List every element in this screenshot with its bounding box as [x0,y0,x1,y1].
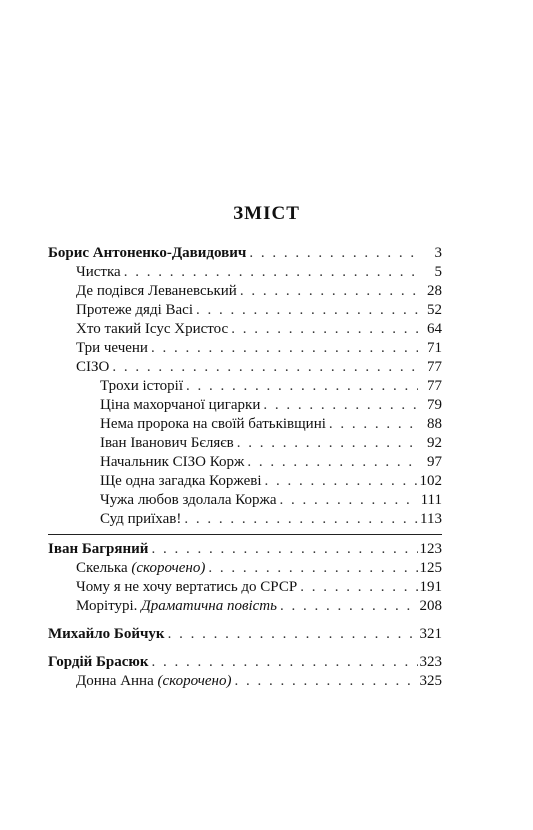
entry-title: Хто такий Ісус Христос [76,321,229,337]
toc-author-entry[interactable] [0,244,533,263]
dot-leader [168,625,418,644]
toc-subentry[interactable] [0,377,533,396]
page-number: 97 [427,454,442,470]
entry-note: Драматична повість [141,598,277,614]
dot-leader [196,301,418,320]
page-number: 125 [419,560,442,576]
author-name: Михайло Бойчук [48,626,165,642]
dot-leader [112,358,418,377]
section-gap [0,616,533,625]
entry-title: Де подівся Леваневський [76,283,237,299]
toc-entry[interactable] [0,263,533,282]
dot-leader [231,320,418,339]
toc-subentry[interactable] [0,472,533,491]
page-number: 28 [427,283,442,299]
page-number: 77 [427,359,442,375]
entry-note: (скорочено) [131,560,206,576]
dot-leader [265,472,418,491]
page-number: 79 [427,397,442,413]
entry-title: СІЗО [76,359,110,375]
entry-title: Трохи історії [100,378,184,394]
entry-title: Морітурі. Драматична повість [76,598,277,614]
entry-title: Три чечени [76,340,148,356]
dot-leader [237,434,418,453]
toc-subentry[interactable] [0,491,533,510]
page-number: 102 [419,473,442,489]
dot-leader [186,377,418,396]
entry-title: Чужа любов здолала Коржа [100,492,277,508]
entry-title: Донна Анна (скорочено) [76,673,232,689]
page-number: 3 [434,245,442,261]
toc-entry[interactable] [0,597,533,616]
page-number: 325 [419,673,442,689]
dot-leader [280,597,418,616]
page-number: 52 [427,302,442,318]
entry-title: Нема пророка на своїй батьківщині [100,416,326,432]
toc-entry[interactable] [0,559,533,578]
section-divider [48,534,442,535]
page-number: 323 [419,654,442,670]
entry-title: Ціна махорчаної цигарки [100,397,261,413]
dot-leader [124,263,418,282]
toc-entry[interactable] [0,320,533,339]
entry-title: Чистка [76,264,121,280]
page-number: 191 [419,579,442,595]
page-number: 77 [427,378,442,394]
dot-leader [184,510,418,529]
page-number: 88 [427,416,442,432]
entry-title: Ще одна загадка Коржеві [100,473,262,489]
entry-title: Начальник СІЗО Корж [100,454,245,470]
toc-subentry[interactable] [0,415,533,434]
page-title: ЗМІСТ [233,203,300,224]
toc-subentry[interactable] [0,434,533,453]
toc-entry[interactable] [0,672,533,691]
author-name: Гордій Брасюк [48,654,149,670]
page-number: 64 [427,321,442,337]
dot-leader [151,339,418,358]
toc-author-entry[interactable] [0,625,533,644]
author-name: Іван Багряний [48,541,149,557]
dot-leader [263,396,418,415]
toc-author-entry[interactable] [0,540,533,559]
dot-leader [300,578,417,597]
dot-leader [152,653,418,672]
section-gap [0,644,533,653]
toc-subentry[interactable] [0,396,533,415]
toc-entry[interactable] [0,358,533,377]
dot-leader [234,672,417,691]
table-of-contents [0,244,533,691]
toc-entry[interactable] [0,339,533,358]
toc-subentry[interactable] [0,453,533,472]
entry-title: Суд приїхав! [100,511,182,527]
dot-leader [247,453,418,472]
page-number: 113 [420,511,442,527]
toc-entry[interactable] [0,578,533,597]
dot-leader [249,244,418,263]
entry-title: Іван Іванович Бєляєв [100,435,234,451]
page-number: 71 [427,340,442,356]
dot-leader [208,559,417,578]
toc-entry[interactable] [0,301,533,320]
page-number: 111 [420,492,442,508]
toc-subentry[interactable] [0,510,533,529]
entry-title: Скелька (скорочено) [76,560,206,576]
page-number: 5 [434,264,442,280]
dot-leader [240,282,418,301]
toc-entry[interactable] [0,282,533,301]
page-number: 321 [419,626,442,642]
page-number: 92 [427,435,442,451]
page-number: 123 [419,541,442,557]
page-number: 208 [419,598,442,614]
dot-leader [329,415,418,434]
author-name: Борис Антоненко-Давидович [48,245,247,261]
entry-note: (скорочено) [157,673,232,689]
dot-leader [151,540,417,559]
entry-title: Чому я не хочу вертатись до СРСР [76,579,298,595]
toc-author-entry[interactable] [0,653,533,672]
dot-leader [280,491,418,510]
entry-title: Протеже дяді Васі [76,302,193,318]
